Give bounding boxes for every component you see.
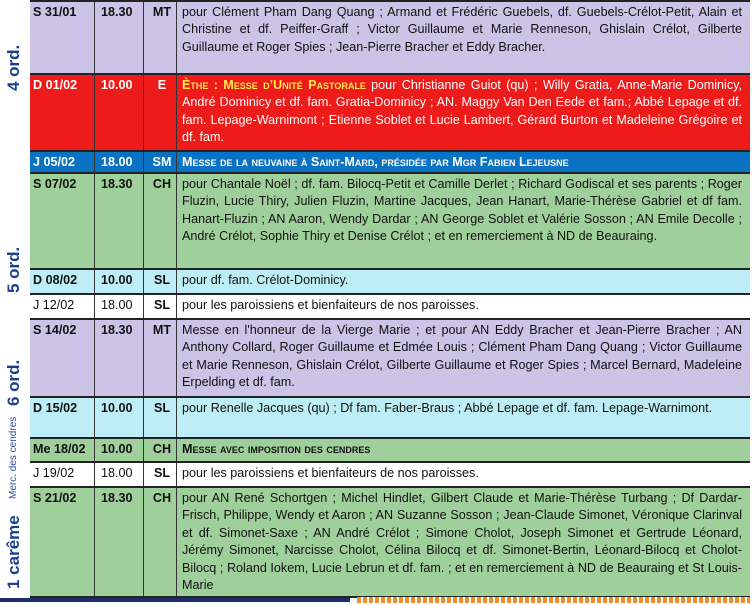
time-cell: 10.00 xyxy=(95,75,144,150)
table-row xyxy=(30,320,750,398)
intentions-text: pour Renelle Jacques (qu) ; Df fam. Faber-Braus ; Abbé Lepage et df. fam. Lepage-Warnimont. xyxy=(182,401,713,415)
intentions-cell xyxy=(177,439,750,461)
place-code-cell: SL xyxy=(144,270,177,293)
intentions-cell xyxy=(177,270,750,293)
footer-rule-orange xyxy=(357,597,750,603)
table-row xyxy=(30,463,750,488)
date-cell: D 01/02 xyxy=(30,75,95,150)
date-cell: J 19/02 xyxy=(30,463,95,486)
week-labels xyxy=(0,0,28,605)
event-title: Èthe : Messe d’Unité Pastorale xyxy=(182,78,366,92)
place-code-cell: SM xyxy=(144,152,177,172)
table-row xyxy=(30,398,750,439)
event-title: Messe avec imposition des cendres xyxy=(182,442,371,456)
time-cell: 18.30 xyxy=(95,320,144,396)
time-cell: 18.30 xyxy=(95,488,144,596)
time-cell: 18.00 xyxy=(95,295,144,318)
date-cell: D 08/02 xyxy=(30,270,95,293)
date-cell: S 14/02 xyxy=(30,320,95,396)
week-label-ash-wednesday: Merc. des cendres xyxy=(8,416,19,499)
footer-rule-dark xyxy=(0,598,350,602)
intentions-cell xyxy=(177,488,750,596)
intentions-text: Messe en l'honneur de la Vierge Marie ; et pour AN Eddy Bracher et Jean-Pierre Bracher ; AN Anthony Collard, Roger Guillaume et Edmée Louis ; Clément Pham Dang Quang ; Victor Guillaume et Marie Renneson, Ghislain Crélot, Gilberte Guillaume et Roger Spies ; Marcel Bernard, Madeleine Erpelding et df. fam. xyxy=(182,323,742,390)
place-code-cell: SL xyxy=(144,463,177,486)
table-row xyxy=(30,270,750,295)
table-row xyxy=(30,295,750,320)
date-cell: S 07/02 xyxy=(30,174,95,268)
time-cell: 10.00 xyxy=(95,270,144,293)
week-label-1-careme: 1 carême xyxy=(4,515,23,590)
intentions-text: pour les paroissiens et bienfaiteurs de nos paroisses. xyxy=(182,466,479,480)
table-row xyxy=(30,2,750,75)
intentions-text: pour Christianne Guiot (qu) ; Willy Gratia, Anne-Marie Dominicy, André Dominicy et df. fam. Gratia-Dominicy ; AN. Maggy Van Den Eede et fam.; Abbé Lepage et df. fam. Lepage-Warnimont ; Etienne Soblet et Lucie Lambert, Gérard Burton et Madeleine Grégoire et df. fam. xyxy=(182,78,742,145)
intentions-cell xyxy=(177,463,750,486)
date-cell: Me 18/02 xyxy=(30,439,95,461)
intentions-text: pour Clément Pham Dang Quang ; Armand et Frédéric Guebels, df. Guebels-Crélot-Petit, Alain et Christine et df. Peiffer-Graff ; Victor Guillaume et Marie Renneson, Ghislain Crélot, Gilberte Guillaume et Roger Spies ; Jean-Pierre Bracher et Eddy Bracher. xyxy=(182,5,742,54)
time-cell: 18.30 xyxy=(95,174,144,268)
intentions-text: pour les paroissiens et bienfaiteurs de nos paroisses. xyxy=(182,298,479,312)
place-code-cell: MT xyxy=(144,320,177,396)
place-code-cell: CH xyxy=(144,488,177,596)
intentions-cell xyxy=(177,398,750,437)
time-cell: 10.00 xyxy=(95,439,144,461)
table-row xyxy=(30,439,750,463)
week-label-4-ord: 4 ord. xyxy=(4,44,23,91)
date-cell: J 12/02 xyxy=(30,295,95,318)
table-row xyxy=(30,152,750,174)
intentions-cell xyxy=(177,174,750,268)
intentions-text: pour df. fam. Crélot-Dominicy. xyxy=(182,273,349,287)
table-row xyxy=(30,488,750,598)
date-cell: S 31/01 xyxy=(30,2,95,73)
date-cell: S 21/02 xyxy=(30,488,95,596)
intentions-cell xyxy=(177,295,750,318)
time-cell: 18.00 xyxy=(95,463,144,486)
intentions-cell xyxy=(177,320,750,396)
mass-schedule-table xyxy=(30,0,750,598)
week-label-5-ord: 5 ord. xyxy=(4,246,23,294)
intentions-cell xyxy=(177,75,750,150)
table-row xyxy=(30,75,750,152)
place-code-cell: SL xyxy=(144,398,177,437)
table-row xyxy=(30,174,750,270)
intentions-text: pour Chantale Noël ; df. fam. Bilocq-Petit et Camille Derlet ; Richard Godiscal et ses parents ; Roger Fluzin, Lucie Thiry, Julien Fluzin, Martine Jacques, Jean Hanart, Marie-Thérèse Gabriel et df fam. Hanart-Fluzin ; AN Aaron, Wendy Dardar ; AN George Soblet et Valérie Sosson ; AN Emile Decolle ; André Crélot, Sophie Thiry et Denise Crélot ; et en remerciement à ND de Beauraing. xyxy=(182,177,742,244)
place-code-cell: CH xyxy=(144,174,177,268)
place-code-cell: CH xyxy=(144,439,177,461)
date-cell: D 15/02 xyxy=(30,398,95,437)
place-code-cell: E xyxy=(144,75,177,150)
week-label-6-ord: 6 ord. xyxy=(4,359,23,406)
time-cell: 18.30 xyxy=(95,2,144,73)
intentions-cell xyxy=(177,152,750,172)
event-title: Messe de la neuvaine à Saint-Mard, présidée par Mgr Fabien Lejeusne xyxy=(182,155,569,169)
date-cell: J 05/02 xyxy=(30,152,95,172)
time-cell: 10.00 xyxy=(95,398,144,437)
place-code-cell: MT xyxy=(144,2,177,73)
intentions-cell xyxy=(177,2,750,73)
time-cell: 18.00 xyxy=(95,152,144,172)
intentions-text: pour AN René Schortgen ; Michel Hindlet, Gilbert Claude et Marie-Thérèse Turbang ; Df Dardar-Frisch, Philippe, Wendy et Aaron ; AN Suzanne Sosson ; Jean-Claude Simonet, Véronique Clarinval et df. Simonet-Saxe ; AN André Crélot ; Simone Cholot, Joseph Simonet et Gertrude Léonard, Jérémy Simonet, Narcisse Cholot, Célina Bilocq et df. Simonet-Bertin, Léonard-Bilocq et Cholot-Bilocq ; Roland Iokem, Lucie Lebrun et df. fam. ; et en remerciement à ND de Beauraing et St Louis-Marie xyxy=(182,491,742,593)
place-code-cell: SL xyxy=(144,295,177,318)
